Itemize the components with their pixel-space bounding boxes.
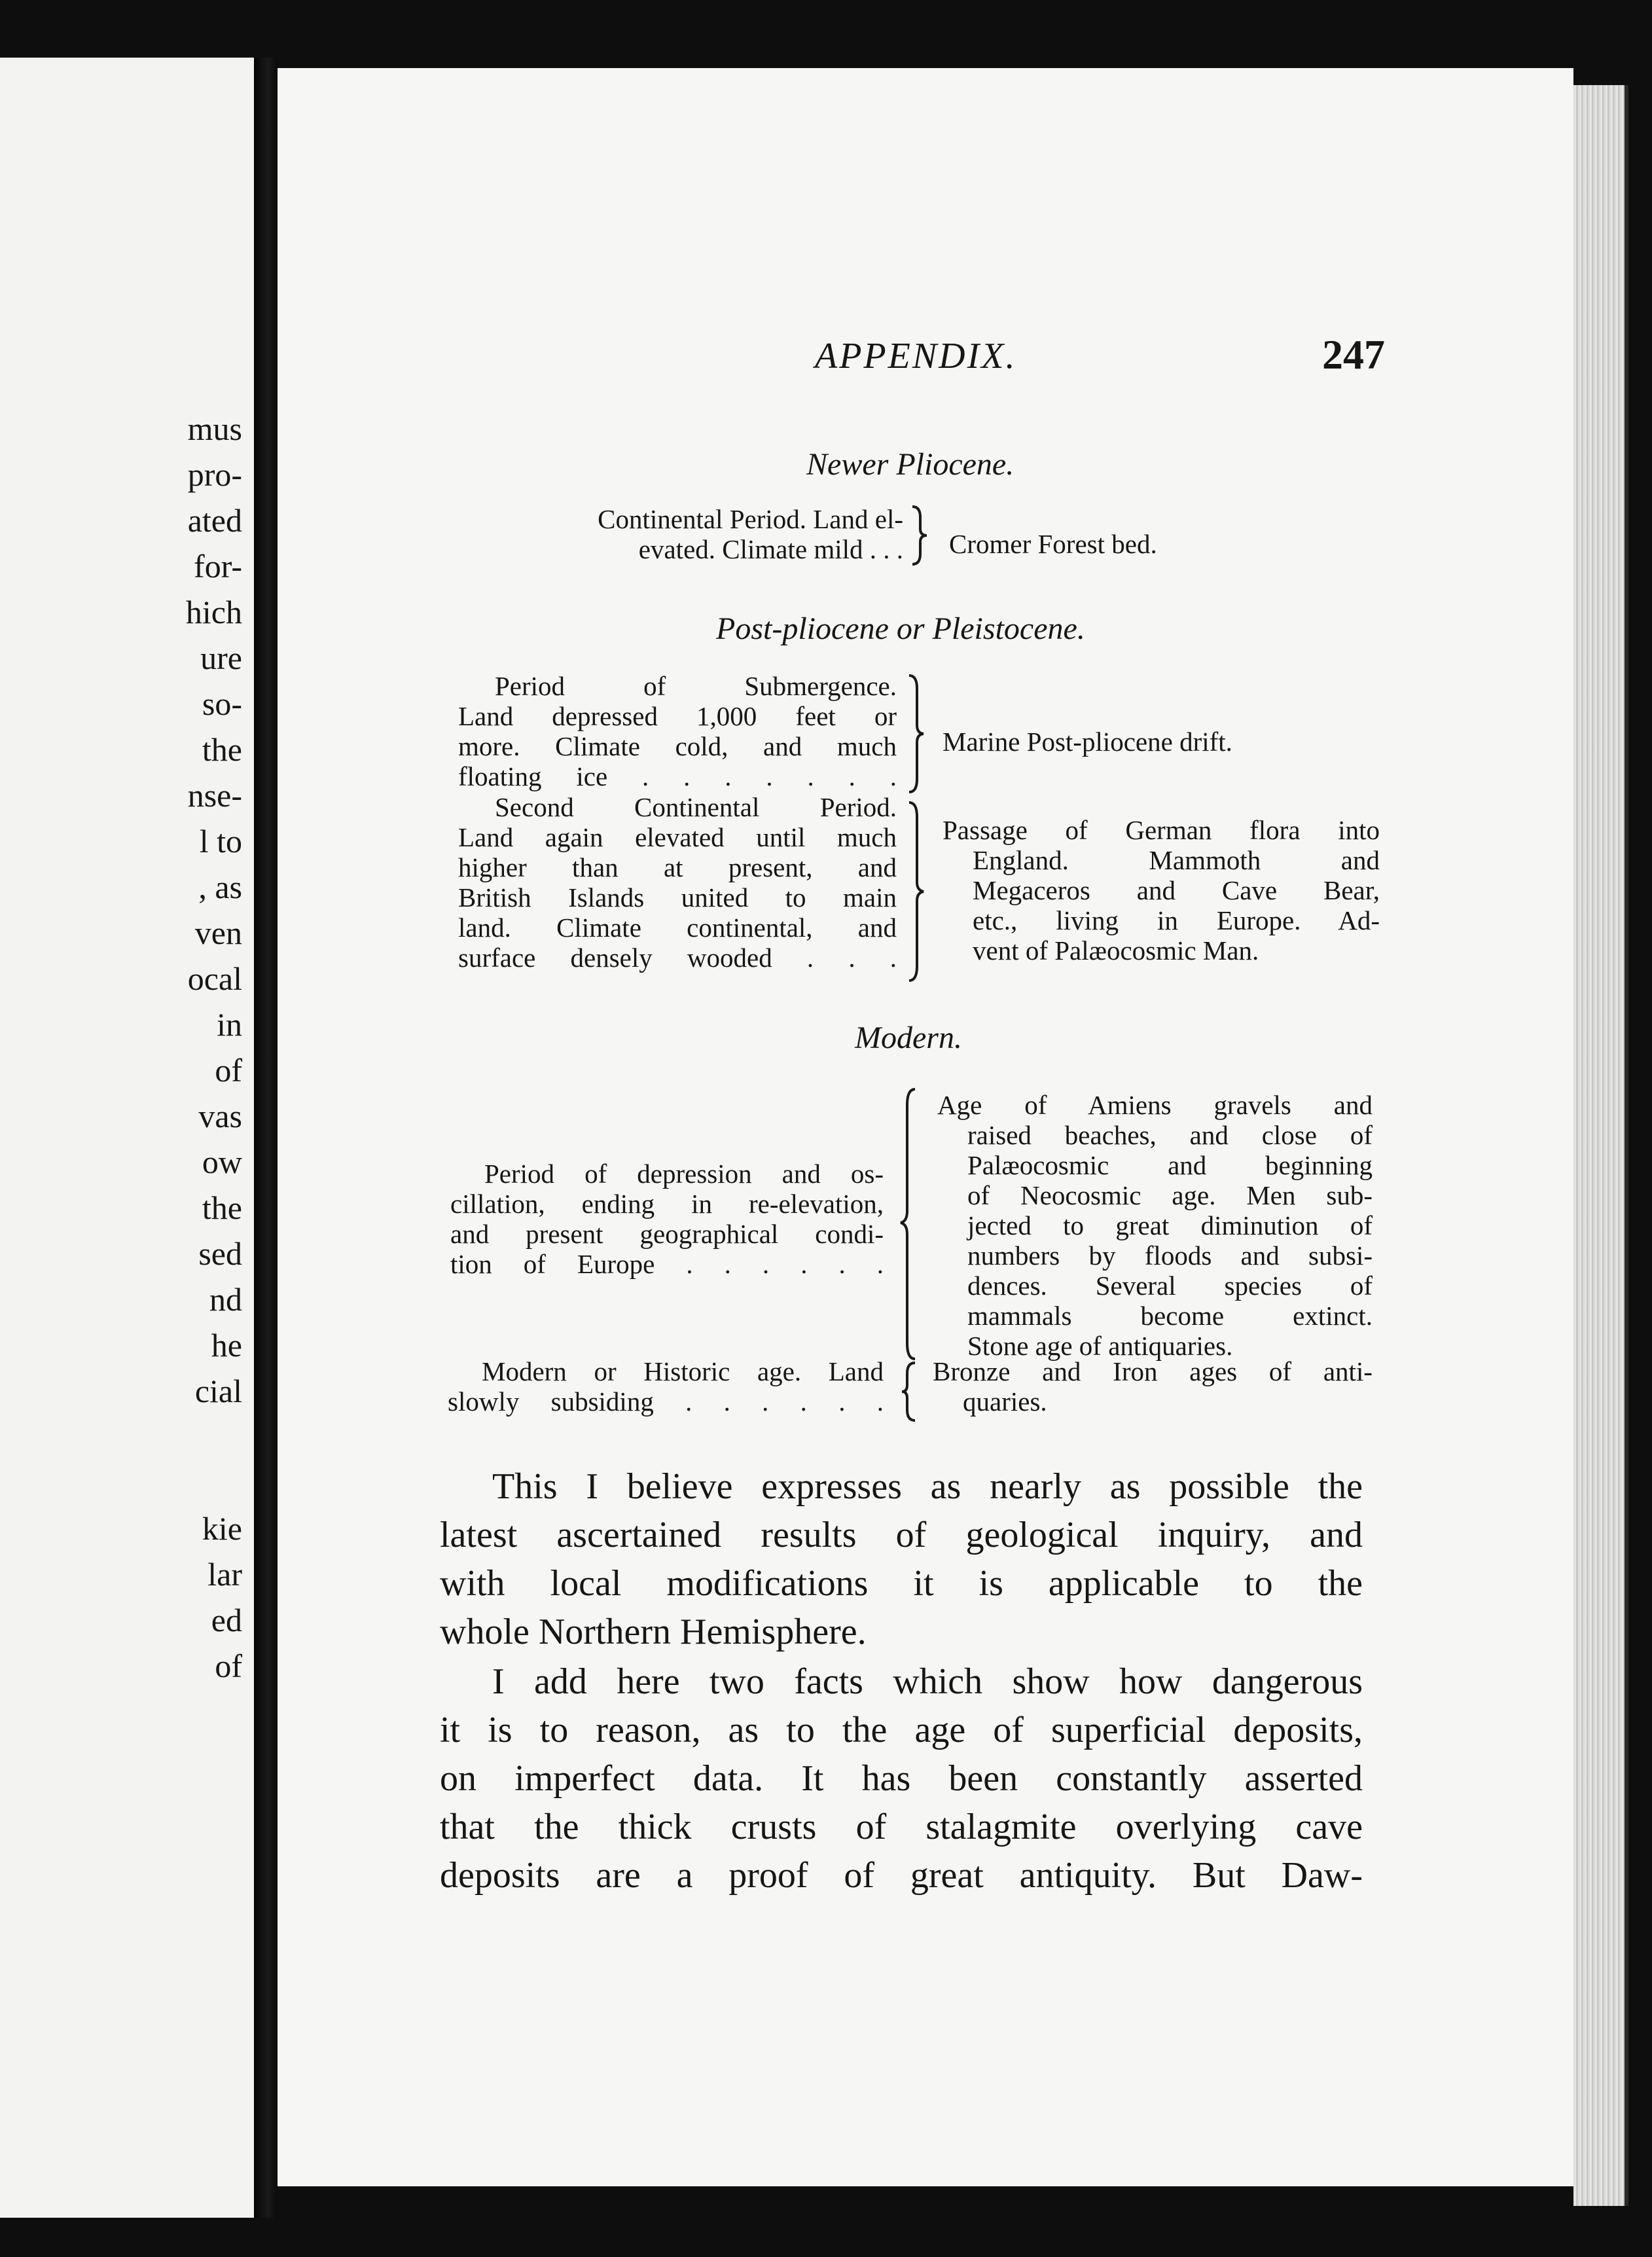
paragraph-line: latest ascertained results of geological inquiry, and	[440, 1515, 1363, 1555]
table-line: Marine Post-pliocene drift.	[943, 727, 1232, 757]
left-page-fragment: in	[217, 1006, 242, 1043]
body-paragraph	[440, 1657, 1363, 1900]
paragraph-line: deposits are a proof of great antiquity. But Daw-	[440, 1855, 1363, 1896]
paragraph-line: I add here two facts which show how dangerous	[492, 1661, 1363, 1702]
paragraph-line: on imperfect data. It has been constantly asserted	[440, 1758, 1363, 1799]
table-line: Stone age of antiquaries.	[967, 1331, 1233, 1361]
table-line: Megaceros and Cave Bear,	[973, 875, 1380, 905]
left-page-fragment: ven	[194, 914, 242, 951]
left-page-fragment: vas	[198, 1098, 242, 1134]
table-right-cell	[943, 815, 1380, 966]
table-line: Age of Amiens gravels and	[937, 1090, 1373, 1120]
section-heading: Modern.	[855, 1020, 962, 1055]
paragraph-line: that the thick crusts of stalagmite overlying cave	[440, 1807, 1363, 1847]
previous-page	[0, 58, 254, 2218]
left-page-fragment: he	[211, 1327, 242, 1363]
table-left-cell	[458, 504, 903, 564]
brace-icon	[899, 1360, 919, 1423]
table-line: land. Climate continental, and	[458, 912, 897, 943]
section-heading: Newer Pliocene.	[806, 447, 1015, 482]
table-line: higher than at present, and	[458, 852, 897, 882]
table-line: surface densely wooded . . .	[458, 943, 897, 973]
table-line: etc., living in Europe. Ad-	[973, 905, 1380, 935]
paragraph-line: it is to reason, as to the age of superficial deposits,	[440, 1710, 1363, 1750]
left-page-fragment: lar	[207, 1556, 242, 1593]
table-line: Land again elevated until much	[458, 822, 897, 852]
section-heading: Post-pliocene or Pleistocene.	[716, 611, 1085, 646]
table-line: vent of Palæocosmic Man.	[973, 935, 1259, 966]
left-page-fragment: of	[215, 1052, 242, 1089]
left-page-fragment: ure	[200, 640, 242, 676]
left-page-fragment: , as	[198, 869, 242, 905]
table-line: of Neocosmic age. Men sub-	[967, 1180, 1373, 1210]
table-line: quaries.	[963, 1386, 1047, 1417]
paragraph-line: This I believe expresses as nearly as possible the	[492, 1466, 1363, 1507]
table-line: floating ice . . . . . . .	[458, 761, 897, 791]
left-page-fragment: the	[202, 1189, 242, 1226]
left-page-fragment: ated	[187, 502, 242, 539]
table-line: Second Continental Period.	[495, 792, 897, 822]
table-line: British Islands united to main	[458, 882, 897, 912]
table-line: more. Climate cold, and much	[458, 731, 897, 761]
left-page-fragment: cial	[194, 1373, 242, 1409]
brace-icon	[907, 800, 926, 983]
table-line: Period of Submergence.	[495, 671, 897, 701]
left-page-fragment: sed	[198, 1235, 242, 1272]
table-line: Bronze and Iron ages of anti-	[933, 1356, 1373, 1386]
left-page-fragment: l to	[199, 823, 242, 859]
table-right-cell	[937, 1090, 1373, 1361]
left-page-fragment: the	[202, 731, 242, 768]
left-page-fragment: ow	[202, 1144, 242, 1180]
left-page-fragment: kie	[202, 1510, 242, 1547]
left-page-fragment: nd	[209, 1281, 242, 1318]
table-line: mammals become extinct.	[967, 1301, 1373, 1331]
page-edges	[1573, 85, 1628, 2206]
paragraph-line: whole Northern Hemisphere.	[440, 1612, 867, 1652]
table-line: Modern or Historic age. Land	[482, 1356, 884, 1386]
table-left-cell	[458, 671, 897, 791]
table-line: and present geographical condi-	[450, 1219, 884, 1249]
table-line: Continental Period. Land el-	[598, 504, 903, 534]
left-page-fragment: pro-	[187, 456, 242, 493]
left-page-fragment: ed	[211, 1602, 242, 1638]
left-page-fragment: mus	[187, 410, 242, 447]
table-line: jected to great diminution of	[967, 1210, 1373, 1240]
table-line: evated. Climate mild . . .	[638, 534, 903, 564]
table-line: Land depressed 1,000 feet or	[458, 701, 897, 731]
left-page-fragment: of	[215, 1648, 242, 1684]
running-header: APPENDIX.	[815, 336, 1017, 376]
brace-icon	[907, 673, 926, 795]
page-number: 247	[1322, 331, 1385, 378]
table-left-cell	[458, 792, 897, 973]
left-page-fragment: nse-	[187, 777, 242, 814]
table-line: Palæocosmic and beginning	[967, 1150, 1373, 1180]
body-paragraph	[440, 1462, 1363, 1656]
table-right-cell	[949, 529, 1157, 559]
table-line: Passage of German flora into	[943, 815, 1380, 845]
left-page-fragment: hich	[185, 594, 242, 630]
paragraph-line: with local modifications it is applicable to the	[440, 1563, 1363, 1604]
left-page-fragment: ocal	[187, 960, 242, 997]
brace-icon	[898, 1087, 919, 1362]
table-line: numbers by floods and subsi-	[967, 1240, 1373, 1271]
table-line: Cromer Forest bed.	[949, 529, 1157, 559]
left-page-fragment: for-	[194, 548, 242, 585]
table-right-cell	[943, 727, 1232, 757]
table-left-cell	[450, 1159, 884, 1279]
table-line: cillation, ending in re-elevation,	[450, 1189, 884, 1219]
table-left-cell	[448, 1356, 884, 1417]
book-gutter	[254, 58, 278, 2218]
left-page-fragment: so-	[202, 685, 242, 722]
table-line: dences. Several species of	[967, 1271, 1373, 1301]
brace-icon	[910, 504, 929, 567]
table-line: slowly subsiding . . . . . .	[448, 1386, 884, 1417]
table-line: raised beaches, and close of	[967, 1120, 1373, 1150]
table-right-cell	[933, 1356, 1373, 1417]
table-line: tion of Europe . . . . . .	[450, 1249, 884, 1279]
table-line: England. Mammoth and	[973, 845, 1380, 875]
table-line: Period of depression and os-	[484, 1159, 884, 1189]
